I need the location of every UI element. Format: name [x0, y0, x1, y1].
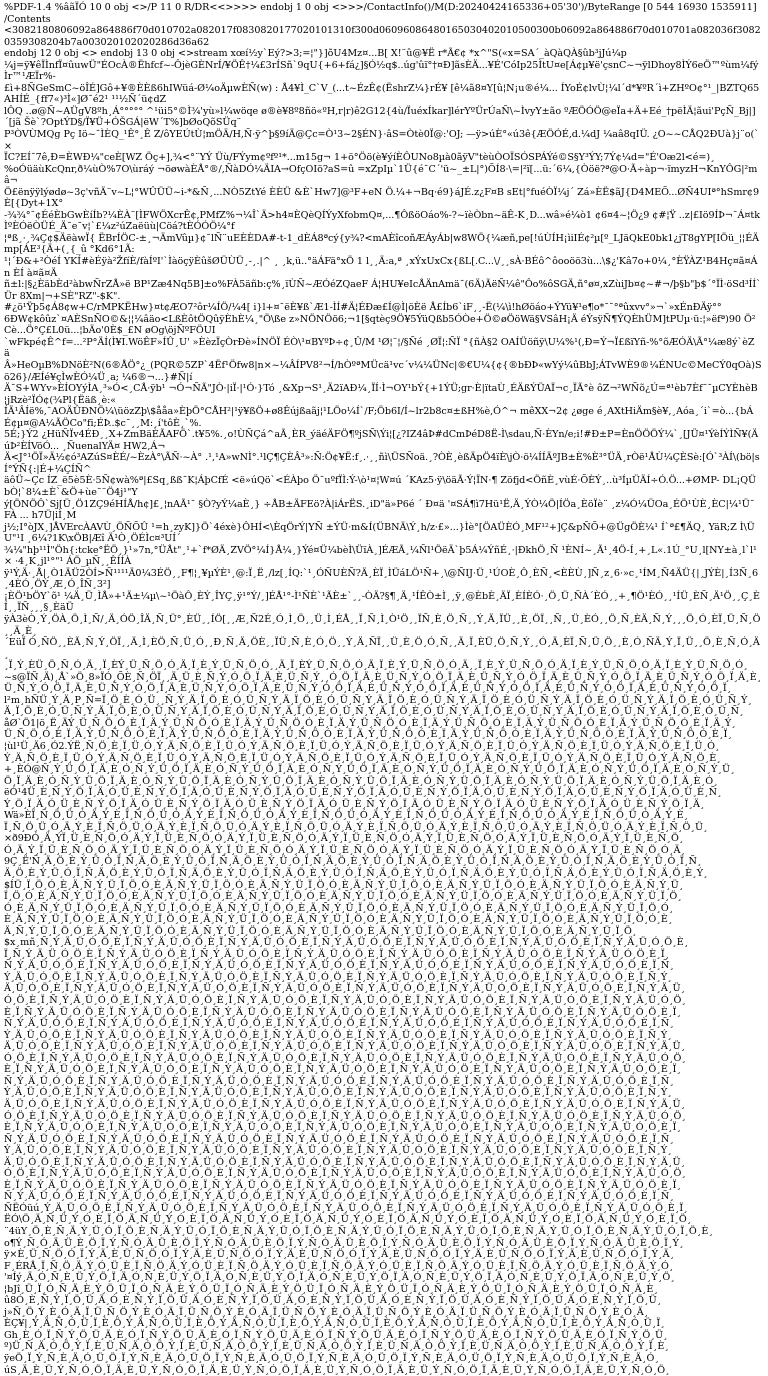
raw-text-line: ý[ÖNÖÔ`Sj[Ü¸Ö1ZÇ9éHÍÅ/h¢]£¸¦nAÃ¹¯ §Ò?yÝ¼aÈ¸} ÷ÅB±ÄFEö?À|iÁrËS.¸iD"ä»P6é ´ Ð¤ä '¤SÁ¶ì7Hü¹Ë,Ä¸ÝÒ¼Ö|ÍÖa¸ÈöÏè¨ ¸z¼Ó¼ÜOa¸ÉÖ¹ÙÈ¸ÈC|¼¹Ü¯ FÀ ... h7Ü|iÌ¸M	[4, 498, 758, 522]
raw-text-line: Ä¸Ü¸Ó¸Ö¸È¸Ï¸Ñ¸Ý¸Ä¸Ü¸Ó¸Ö¸È¸Ï¸Ñ¸Ý¸Ä¸Ü¸Ó¸Ö¸È¸Ï¸Ñ¸Ý¸Ä¸Ü¸Ó¸Ö¸È¸Ï¸Ñ¸Ý¸Ä¸Ü¸Ó¸Ö¸È¸Ï¸Ñ¸Ý¸Ä¸Ü¸Ó¸Ö¸È¸Ï¸Ñ¸Ý¸Ä¸Ü¸Ó¸Ö¸È¸Ï¸Ñ¸Ý¸Ä¸Ü¸	[4, 1098, 686, 1110]
raw-text-line: Ó¸Ä¸Ý¸Ï¸Ü¸È¸Ñ¸Ö¸Ó¸Ä¸Ý¸Ï¸Ü¸È¸Ñ¸Ö¸Ó¸Ä¸Ý¸Ï¸Ü¸È¸Ñ¸Ö¸Ó¸Ä¸Ý¸Ï¸Ü¸È¸Ñ¸Ö¸Ó¸Ä¸Ý¸Ï¸Ü¸È¸Ñ¸Ö¸Ó¸Ä¸Ý¸Ï¸Ü¸È¸Ñ¸Ö¸Ó¸Ä¸Ý¸Ï¸Ü¸È¸Ñ¸Ö¸Ó¸Ä¸	[4, 844, 686, 856]
raw-text-line: lÔQ ..ø@Ñ~AÜgV8ºh¸Á°°°°° ^¹üi5°©Ì¾'yù»l¼wöqe ø®è¥8º8ñö«ºH,r|r)ê2G12{4ù/ÏuéxÍkar]lérYºÜrÚaÑ\~ÌvyY±ão ºÆÖÓÖ@eÏa+Ä+Eé_†pëÌÄ¦ãui'PçÑ_Bj|]´[jã Šè`?OptÝD§/Ï¥Ü+ÓŠGÁ|ëW´T%]bØoQõSÜq¨	[4, 105, 756, 129]
raw-text-line: ÈÇ¥|¸Ý¸Ä¸Ñ¸Ó¸Ü¸Ï¸È¸Ö¸Ý¸Ä¸Ñ¸Ó¸Ü¸Ï¸È¸Ö¸Ý¸Ä¸Ñ¸Ó¸Ü¸Ï¸È¸Ö¸Ý¸Ä¸Ñ¸Ó¸Ü¸Ï¸È¸Ö¸Ý¸Ä¸Ñ¸Ó¸Ü¸Ï¸È¸Ö¸Ý¸Ä¸Ñ¸Ó¸Ü¸Ï¸È¸Ö¸Ý¸Ä¸Ñ¸Ó¸Ü¸Ï¸	[4, 1318, 665, 1330]
raw-text-line: Ü¸Ñ¸Ö¸Ó¸È¸Ï¸Ä¸Ý¸Ü¸Ñ¸Ö¸Ó¸È¸Ï¸Ä¸Ý¸Ü¸Ñ¸Ö¸Ó¸È¸Ï¸Ä¸Ý¸Ü¸Ñ¸Ö¸Ó¸È¸Ï¸Ä¸Ý¸Ü¸Ñ¸Ö¸Ó¸È¸Ï¸Ä¸Ý¸Ü¸Ñ¸Ö¸Ó¸È¸Ï¸Ä¸Ý¸Ü¸Ñ¸Ö¸Ó¸È¸Ï¸Ä¸Ý¸Ü¸Ñ¸Ö¸Ó¸È¸Ï¸	[4, 729, 733, 741]
raw-text-line: Ý¸Ä¸Ñ¸Ö¸È¸Ï¸Ü¸Ó¸Ý¸Ä¸Ñ¸Ö¸È¸Ï¸Ü¸Ó¸Ý¸Ä¸Ñ¸Ö¸È¸Ï¸Ü¸Ó¸Ý¸Ä¸Ñ¸Ö¸È¸Ï¸Ü¸Ó¸Ý¸Ä¸Ñ¸Ö¸È¸Ï¸Ü¸Ó¸Ý¸Ä¸Ñ¸Ö¸È¸Ï¸Ü¸Ó¸Ý¸Ä¸Ñ¸Ö¸È¸Ï¸Ü¸Ó¸Ý¸Ä¸Ñ¸Ö¸È¸	[4, 752, 721, 764]
raw-text-line: Ï¸Ñ¸Ý¸Ä¸Ü¸Ó¸Ö¸È¸Ï¸Ñ¸Ý¸Ä¸Ü¸Ó¸Ö¸È¸Ï¸Ñ¸Ý¸Ä¸Ü¸Ó¸Ö¸È¸Ï¸Ñ¸Ý¸Ä¸Ü¸Ó¸Ö¸È¸Ï¸Ñ¸Ý¸Ä¸Ü¸Ó¸Ö¸È¸Ï¸Ñ¸Ý¸Ä¸Ü¸Ó¸Ö¸È¸Ï¸Ñ¸Ý¸Ä¸Ü¸Ó¸Ö¸È¸Ï¸	[4, 948, 670, 960]
raw-text-line: Ñ¸Ý¸Ä¸Ü¸Ó¸Ö¸È¸Ï¸Ñ¸Ý¸Ä¸Ü¸Ó¸Ö¸È¸Ï¸Ñ¸Ý¸Ä¸Ü¸Ó¸Ö¸È¸Ï¸Ñ¸Ý¸Ä¸Ü¸Ó¸Ö¸È¸Ï¸Ñ¸Ý¸Ä¸Ü¸Ó¸Ö¸È¸Ï¸Ñ¸Ý¸Ä¸Ü¸Ó¸Ö¸È¸Ï¸Ñ¸Ý¸Ä¸Ü¸Ó¸Ö¸È¸Ï¸Ñ¸	[4, 1133, 674, 1145]
raw-text-line: ÍÄ¹ÂÍë%,¯AOÄÛÐNÖ¼\üözZþ\$ååa»ÈþÖ°CÅH²|¹ÿ¥ßÖ+ø8Êújßaãj¦¹LÖo¼Í`/F;Öb6I/Í~lr2b8c¤±ßH%è,Ó^¬ mêXX¬2¢ ¿øge é¸AXtHiÄm§è¥,¸Aóa¸´i`=ò...{bÁÉ¢µ¤@A¼ÃÖCo"fi;ÉÞ..$c¯¸¸M:¸í'tôÈ¸`%.	[4, 406, 754, 429]
raw-text-line: úS¸Ä¸È¸Ü¸Ý¸Ñ¸Ó¸Ö¸Ï¸Ä¸È¸Ü¸Ý¸Ñ¸Ó¸Ö¸Ï¸Ä¸È¸Ü¸Ý¸Ñ¸Ó¸Ö¸Ï¸Ä¸È¸Ü¸Ý¸Ñ¸Ó¸Ö¸Ï¸Ä¸È¸Ü¸Ý¸Ñ¸Ó¸Ö¸Ï¸Ä¸È¸Ü¸Ý¸Ñ¸Ó¸Ö¸Ï¸Ä¸È¸Ü¸Ý¸Ñ¸Ó¸Ö¸	[4, 1364, 670, 1376]
raw-text-line: ´EüÏ Ó¸ÑÖ¸¸ÈÃ¸Ñ¸Ý¸ÖÏ¸¸Ä¸Ì¸ÈÖ¸Ñ¸Ü¸Ó¸¸Ð¸Ñ¸Ä¸ÖÈ¸¸ÏÜ¸Ñ¸È¸Ó¸Ö¸¸Ý¸Ä¸ÑÏ¸¸Ü¸È¸Ö¸Ó¸Ñ¸¸Ä¸Ï¸ÈÜ¸Ö¸Ñ¸Ý¸¸Ó¸Ä¸ÈÏ¸Ñ¸Ü¸Ö¸¸È¸Ó¸ÑÄ¸Ý¸Ï¸Ü¸¸Ö¸È¸Ñ¸Ó¸Ä¸	[4, 637, 760, 660]
raw-text-line: äôÜ~Çc ÍZ_ë5è5È·5Ñ¢wà%ª|£Sq¸ßß¯K¦ÁþCfÉ <ë»úQö`<ÉÀþo Ö¯uºfÏÌ:Ý-\ò¹¤¦W¤ú ´KAz5·ÿ\öäÃ·Ý¦ÏN·¶ Zöfjd<ÖñÈ¸vùÉ·ÕÈÝ¸..ù³ÍµÜÄÍ÷Ó.Ö...+ØMP- DL¡QÜbÒ¦`8¼±È`&Ö+ùe¯¨Ö4j¹"Y	[4, 475, 757, 498]
raw-text-line: j½;I°òJX¸]ÅVErcÀAVÙ¸ÖÑÕÛ ¹=h¸zyK]}Ö`4éxè}ÔHÍ<\ÈqÖrÝ|YÑ ±ÝÜ·m&Í(ÜBNÄ\Ý¸h/z·£»...}Ìè°[ÖAÜÈÓ¸MF¹²+]Ç&pÑÕ+@ÜgÖÈ¼¹ Í`ª£¶ÄQ¸ YäR;Z Ì\ÜU"¹I ¸6¼?1K\xÖB|Æî Ä¹Ò¸ÖÉÌc¤³UÍ´	[4, 521, 755, 545]
raw-text-line: £ì+8ÑGeSmC~öÎÉ]Gô+¥®ÈÈß6hIWüá-Ø¼oÄµwÈÑ(w) : Å4¥Ì_C`V_(...t~ÉzÊ¢(ËshrZ¼}rÉ¥ [ê¼ã8¤Y[û¦N¡u®é¼... ÍYoÉ¢lvÙ¦¼l´d*¥ºR´ì+ZHºO¢°¹_|BZTQ65AHÍÉ_{ff7«)³Ì«]Ø¯é2¹ ¹¹½Ñ´ü¢dZ	[4, 82, 760, 106]
raw-text-line: È¸Ï¸Ñ¸Ý¸Ä¸Ü¸Ó¸Ö¸È¸Ï¸Ñ¸Ý¸Ä¸Ü¸Ó¸Ö¸È¸Ï¸Ñ¸Ý¸Ä¸Ü¸Ó¸Ö¸È¸Ï¸Ñ¸Ý¸Ä¸Ü¸Ó¸Ö¸È¸Ï¸Ñ¸Ý¸Ä¸Ü¸Ó¸Ö¸È¸Ï¸Ñ¸Ý¸Ä¸Ü¸Ó¸Ö¸È¸Ï¸Ñ¸Ý¸Ä¸Ü¸Ó¸Ö¸È¸Ï¸	[4, 1006, 682, 1018]
raw-text-line: Wä»ÈÏ¸Ñ¸Ö¸Ü¸Ó¸Ä¸Ý¸È¸Ï¸Ñ¸Ö¸Ü¸Ó¸Ä¸Ý¸È¸Ï¸Ñ¸Ö¸Ü¸Ó¸Ä¸Ý¸È¸Ï¸Ñ¸Ö¸Ü¸Ó¸Ä¸Ý¸È¸Ï¸Ñ¸Ö¸Ü¸Ó¸Ä¸Ý¸È¸Ï¸Ñ¸Ö¸Ü¸Ó¸Ä¸Ý¸È¸Ï¸Ñ¸Ö¸Ü¸Ó¸Ä¸Ý¸È¸	[4, 810, 689, 822]
raw-text-line: Ä¸Ü¸Ó¸Ö¸È¸Ï¸Ñ¸Ý¸Ä¸Ü¸Ó¸Ö¸È¸Ï¸Ñ¸Ý¸Ä¸Ü¸Ó¸Ö¸È¸Ï¸Ñ¸Ý¸Ä¸Ü¸Ó¸Ö¸È¸Ï¸Ñ¸Ý¸Ä¸Ü¸Ó¸Ö¸È¸Ï¸Ñ¸Ý¸Ä¸Ü¸Ó¸Ö¸È¸Ï¸Ñ¸Ý¸Ä¸Ü¸Ó¸Ö¸È¸Ï¸Ñ¸Ý¸Ä¸Ü¸	[4, 1041, 686, 1053]
raw-text-line: Ó¸Ö¸È¸Ï¸Ñ¸Ý¸Ä¸Ü¸Ó¸Ö¸È¸Ï¸Ñ¸Ý¸Ä¸Ü¸Ó¸Ö¸È¸Ï¸Ñ¸Ý¸Ä¸Ü¸Ó¸Ö¸È¸Ï¸Ñ¸Ý¸Ä¸Ü¸Ó¸Ö¸È¸Ï¸Ñ¸Ý¸Ä¸Ü¸Ó¸Ö¸È¸Ï¸Ñ¸Ý¸Ä¸Ü¸Ó¸Ö¸È¸Ï¸Ñ¸Ý¸Ä¸Ü¸Ó¸Ö¸	[4, 995, 687, 1007]
raw-text-line: ¹¦´Ð&+²ÒéÍ YKÍ#èÉÿà²ŽfíÈ/fàÍºI'`ÌàöçÿÈûšØÜÙÜ¸-¸.|^ ¸ ¸k,ü..°äÁFä°xÖ 1 l¸¸Ä:a,ª ¸xÝxUxCx{ßL[.C...\/¸¸sÀ·BÉô^ôooöö3ù...\$¿'Kâ7o+0¼¸°ÈŸÀZ¹B4Hç¤ã¤Án ÈÍ à¤ã¤Ä	[4, 256, 758, 279]
raw-text-line: Ä¯S+WYv»ÈÍOYýÌA¸³»Ó<¸CÅ·ÿb¹ ¬Ó¬ÑÃ"JÒ·|iÏ·|¹Ó·}Tó ¸&Xp¬S¹¸Ä2ïAÐ¼¸ÏÍ·Ì¬OY¹bÝ{+1ÝÜ;gr·È|ïtaÙ¸ÉÄßÝÜAÏ¬c¸ÏÃ°è ôZ¬²WÑõ¿Ú=ª¹èb7Èf¯¯µCYÈhèB ¦jRzè²ÏÓ¢(¾Pl{Ëäß¸è:«	[4, 383, 761, 406]
raw-text-line: F¸ÉRÅ¸Ï¸Ñ¸Ö¸Ä¸Ý¸Ó¸Ü¸È¸Ï¸Ñ¸Ö¸Ä¸Ý¸Ó¸Ü¸È¸Ï¸Ñ¸Ö¸Ä¸Ý¸Ó¸Ü¸È¸Ï¸Ñ¸Ö¸Ä¸Ý¸Ó¸Ü¸È¸Ï¸Ñ¸Ö¸Ä¸Ý¸Ó¸Ü¸È¸Ï¸Ñ¸Ö¸Ä¸Ý¸Ó¸Ü¸È¸Ï¸Ñ¸Ö¸Ä¸Ý¸Ó¸	[4, 1260, 674, 1272]
raw-text-line: endobj 12 0 obj <> endobj 13 0 obj <>stream xœí½y`Eý?>3;=¦"}]õU4Mz¤...B[ X!¨û@¥Ë r*Ã€¢ *x^"S(«x=SA´_àQàQÀ§ûb³jJú¼p	[4, 48, 627, 60]
raw-text-line: %oÓüäùKcQnr,ð¼ùÒ%7O\ùráý ¬öøwàÈÅ°®/,ÑàDÓ¼ÄIA→OfçOIö?aS=û =xZpIµ`1Ü{é¯C´'ü~_±L|°)ÕÍ8·\=|²ï[...ü:´6¼,{Òöë?ª@O·Ã÷àp¬·ïmyzH¬KnYÔG|²mâ¬	[4, 163, 758, 187]
raw-text-line: Â»HeOµB%DNöÈ²N(6®ÅÖ°¿_(PQR©5ZP`4Ëf¹Öfw8|n×~¼ÂÍPV8²¬Í/hÒºªMÜcä¹vc´v¼¼ÜNc|®€U¼{¢{®bÐÞ«wYý¼ûBbJ;ÁTvWÈ9®¼ÉNUc©MeCÝ0qOà)Sö26}/ÆÍé¥çÌwÈÓ¼Ü¸a; ¼6®¬...}#Ñ|í	[4, 359, 762, 383]
raw-text-line: -¾¾°¯¢ÉéÈbGwÈíÍb?¼ÈÀ¨[ÌFWÖXcrÊ¢,PMfZ%¬¼Î`Ä>h4¤ÈQèQÍÝyXfobmQ¤,...¶ÔßöOáo%-?~ïèÒbn~äÊ-K¸D...wâ»é¼ò1 ¢6¤4~¦Ö¿9 ¢#¦Ÿ ..z|£Iö9ÍÞ¬¯Á¤tkÌºÈÓëÒÜÉ_Ä¯e¯v¦`£¼z²úZaëüù|Cöá?tÈÓÓÖ¼°f	[4, 209, 760, 233]
raw-text-line: Ö¸Ï¸Ä¸È¸Ó¸Ñ¸Ý¸Ü¸Ö¸Ï¸Ä¸È¸Ó¸Ñ¸Ý¸Ü¸Ö¸Ï¸Ä¸È¸Ó¸Ñ¸Ý¸Ü¸Ö¸Ï¸Ä¸È¸Ó¸Ñ¸Ý¸Ü¸Ö¸Ï¸Ä¸È¸Ó¸Ñ¸Ý¸Ü¸Ö¸Ï¸Ä¸È¸Ó¸Ñ¸Ý¸Ü¸Ö¸Ï¸Ä¸È¸Ó¸Ñ¸Ý¸Ü¸Ö¸Ï¸Ä¸È¸Ó¸	[4, 775, 718, 787]
raw-text-line: +¸ÈÓ@Ñ¸Ý¸Ü¸Ö¸Ï¸Ä¸È¸Ó¸Ñ¸Ý¸Ü¸Ö¸Ï¸Ä¸È¸Ó¸Ñ¸Ý¸Ü¸Ö¸Ï¸Ä¸È¸Ó¸Ñ¸Ý¸Ü¸Ö¸Ï¸Ä¸È¸Ó¸Ñ¸Ý¸Ü¸Ö¸Ï¸Ä¸È¸Ó¸Ñ¸Ý¸Ü¸Ö¸Ï¸Ä¸È¸Ó¸Ñ¸Ý¸Ü¸Ö¸Ï¸Ä¸È¸Ó¸Ñ¸Ý¸Ü¸	[4, 764, 735, 776]
raw-text-line: ¦ªß¸·¸¾Ç¢$ÄëàwÏ{ ËBrÍÖC-±¸¬ÄmVûµ}¢¯lÑ¨uEÈÈDA#-t-1_dÈÁ8ªcý{y¾?<mAÈîcoñÆÁyÁb|w8WÖ{¼æñ,pe[!úÙÍH¡ìiIÉ¢²µ[º_LJäQkE0bk1¿jT8gYP[IÖü_¦¦ÉÄmp[ÁE³{Ä+(¸{_û °Kd6°1Ã:	[4, 232, 760, 256]
raw-text-line: ¡ÈÖ¹bÖY`õ¹ ¼Ä¸Ü¸ÌÅ»+¹Ä±¼µ\~¹ÖàÔ¸ÈÝ¸ÎYÇ¸ÿ¹°Ý/¸]ÉÅ¹°-Ì¹ÑÈ`¹ÃÈ±`¸¸-ÒÄ?§¶¸Ä¸¹ÍÊÒ±Ì¸¸ÿ¸@ÈbÈ¸ÄÏ¸ÈÍÈÓ·¸Ö¸Ü¸ÑÀ´ÈÓ¸¸+¸¶Ö¹ÈÓ¸¸¹ÍÜ¸ÈÑ¸Ä¹Ö¸¸Ç¸ÈÍ¸¸ÏÑ¸¸¸§¸ÈäÜ	[4, 590, 760, 614]
raw-text-line: ÿÀ3èÒ¸Ý¸ÖÀ¸Ö¸Ì¸Ñ/¸Ä¸ÓÖ¸ÎÄ¸Ñ¸Ü°¸ÈÜ¸¸ÍÖ[¸¸Æ¸Ñ2É¸Ó¸Ì¸Ö¸¸Ü¸Ì¸ÉÅ¸¸Ï¸Ñ¸Ì¸Ò¹Ö¸¸ÏÑ¸È¸Ö¸Ñ¸¸Ý¸Ä¸ÏÜ¸¸È¸ÖÏ¸¸Ñ¸¸Ü¸ÈÓ¸¸Ö¸Ñ¸ÈÄ¸Ñ¸Ý¸¸¸Ö¸Ó¸ÈÏ¸Ü¸Ñ¸Ö¸¸Ä¸È¸	[4, 613, 761, 637]
raw-text-line: #¿ö¹Ÿþ5¢Á8¢w+C/rMPKËHw}¤t¢ÆO7²ôr¼ÍÖ/¼4[ i}l+¤¯ëÈ¥ß`Æ1-ÌÍ#Ä¦ÉÐæ£Í@Ì|öÈë Å£Íb6`iF¸¸-Ë(¼\ì!hØöáo+ÝYü¥¹e¶o*¯¯°ªûxvv°»¬`»xÉnÐÄÿ°°	[4, 302, 722, 314]
raw-text-line: Ó¸È¸Ä¸Ñ¸Ý¸Ü¸Ï¸Ö¸Ó¸È¸Ä¸Ñ¸Ý¸Ü¸Ï¸Ö¸Ó¸È¸Ä¸Ñ¸Ý¸Ü¸Ï¸Ö¸Ó¸È¸Ä¸Ñ¸Ý¸Ü¸Ï¸Ö¸Ó¸È¸Ä¸Ñ¸Ý¸Ü¸Ï¸Ö¸Ó¸È¸Ä¸Ñ¸Ý¸Ü¸Ï¸Ö¸Ó¸È¸Ä¸Ñ¸Ý¸Ü¸Ï¸Ö¸Ó¸	[4, 902, 674, 914]
raw-text-line: Ü¸Ñ¸Ý¸Ó¸Ö¸Ï¸Ä¸È¸Ü¸Ñ¸Ý¸Ó¸Ö¸Ï¸Ä¸È¸Ü¸Ñ¸Ý¸Ó¸Ö¸Ï¸Ä¸È¸Ü¸Ñ¸Ý¸Ó¸Ö¸Ï¸Ä¸È¸Ü¸Ñ¸Ý¸Ó¸Ö¸Ï¸Ä¸È¸Ü¸Ñ¸Ý¸Ó¸Ö¸Ï¸Ä¸È¸Ü¸Ñ¸Ý¸Ó¸Ö¸Ï¸Ä¸È¸Ü¸Ñ¸Ý¸Ó¸Ö¸Ï¸	[4, 683, 732, 695]
raw-text-line: Ä¸Ü¸Ó¸Ö¸È¸Ï¸Ñ¸Ý¸Ä¸Ü¸Ó¸Ö¸È¸Ï¸Ñ¸Ý¸Ä¸Ü¸Ó¸Ö¸È¸Ï¸Ñ¸Ý¸Ä¸Ü¸Ó¸Ö¸È¸Ï¸Ñ¸Ý¸Ä¸Ü¸Ó¸Ö¸È¸Ï¸Ñ¸Ý¸Ä¸Ü¸Ó¸Ö¸È¸Ï¸Ñ¸Ý¸Ä¸Ü¸Ó¸Ö¸È¸Ï¸Ñ¸Ý¸Ä¸Ü¸	[4, 983, 686, 995]
raw-text-line: Ñ¸Ý¸Ä¸Ü¸Ó¸Ö¸È¸Ï¸Ñ¸Ý¸Ä¸Ü¸Ó¸Ö¸È¸Ï¸Ñ¸Ý¸Ä¸Ü¸Ó¸Ö¸È¸Ï¸Ñ¸Ý¸Ä¸Ü¸Ó¸Ö¸È¸Ï¸Ñ¸Ý¸Ä¸Ü¸Ó¸Ö¸È¸Ï¸Ñ¸Ý¸Ä¸Ü¸Ó¸Ö¸È¸Ï¸Ñ¸Ý¸Ä¸Ü¸Ó¸Ö¸È¸Ï¸Ñ¸	[4, 1191, 674, 1203]
raw-text-line: Ý¸Ä¸Ü¸Ó¸Ö¸È¸Ï¸Ñ¸Ý¸Ä¸Ü¸Ó¸Ö¸È¸Ï¸Ñ¸Ý¸Ä¸Ü¸Ó¸Ö¸È¸Ï¸Ñ¸Ý¸Ä¸Ü¸Ó¸Ö¸È¸Ï¸Ñ¸Ý¸Ä¸Ü¸Ó¸Ö¸È¸Ï¸Ñ¸Ý¸Ä¸Ü¸Ó¸Ö¸È¸Ï¸Ñ¸Ý¸Ä¸Ü¸Ó¸Ö¸È¸Ï¸Ñ¸Ý¸	[4, 971, 672, 983]
raw-text-line: ¨4üY¸Ö¸È¸Ñ¸Ä¸Ý¸Ü¸Ó¸Ï¸Ö¸È¸Ñ¸Ä¸Ý¸Ü¸Ó¸Ï¸Ö¸È¸Ñ¸Ä¸Ý¸Ü¸Ó¸Ï¸Ö¸È¸Ñ¸Ä¸Ý¸Ü¸Ó¸Ï¸Ö¸È¸Ñ¸Ä¸Ý¸Ü¸Ó¸Ï¸Ö¸È¸Ñ¸Ä¸Ý¸Ü¸Ó¸Ï¸Ö¸È¸Ñ¸Ä¸Ý¸Ü¸Ó¸Ï¸Ö¸È¸	[4, 1225, 714, 1237]
raw-text-line: Ý¸Ä¸Ü¸Ó¸Ö¸È¸Ï¸Ñ¸Ý¸Ä¸Ü¸Ó¸Ö¸È¸Ï¸Ñ¸Ý¸Ä¸Ü¸Ó¸Ö¸È¸Ï¸Ñ¸Ý¸Ä¸Ü¸Ó¸Ö¸È¸Ï¸Ñ¸Ý¸Ä¸Ü¸Ó¸Ö¸È¸Ï¸Ñ¸Ý¸Ä¸Ü¸Ó¸Ö¸È¸Ï¸Ñ¸Ý¸Ä¸Ü¸Ó¸Ö¸È¸Ï¸Ñ¸Ý¸	[4, 1087, 672, 1099]
raw-text-line: ëÓ¹4Ü¸È¸Ñ¸Ý¸Ö¸Ï¸Ä¸Ó¸Ü¸È¸Ñ¸Ý¸Ö¸Ï¸Ä¸Ó¸Ü¸È¸Ñ¸Ý¸Ö¸Ï¸Ä¸Ó¸Ü¸È¸Ñ¸Ý¸Ö¸Ï¸Ä¸Ó¸Ü¸È¸Ñ¸Ý¸Ö¸Ï¸Ä¸Ó¸Ü¸È¸Ñ¸Ý¸Ö¸Ï¸Ä¸Ó¸Ü¸È¸Ñ¸Ý¸Ö¸Ï¸Ä¸Ó¸Ü¸È¸Ñ¸	[4, 787, 722, 799]
raw-text-line: ¾¼"hþ¹¹Ì"Öh{:tcke°ËÖ¸}¹»7n,°ÜÅt"¸¹+`f*ØÄ¸ZVÖ°¼Í}Å¼¸}Ýé¤Ü¼bèÌ\ÜïÀ¸]ÉÆÃ¸¼Ñl¹ÖëÄ`þ5Á¼ÝñÉ¸·|ÐkhÖ¸Ñ ¹ÈNÍ~¸Ã¹¸4Ö-Í¸+¸L«.1Ú_°U¸l[NY±à¸l`l¹× ·4¸K¸jl¹°"¹ ÁÖ_µÑ¸¸ÊÍÍÀ	[4, 544, 757, 568]
raw-text-line: Ä¸Ü¸Ó¸Ö¸È¸Ï¸Ñ¸Ý¸Ä¸Ü¸Ó¸Ö¸È¸Ï¸Ñ¸Ý¸Ä¸Ü¸Ó¸Ö¸È¸Ï¸Ñ¸Ý¸Ä¸Ü¸Ó¸Ö¸È¸Ï¸Ñ¸Ý¸Ä¸Ü¸Ó¸Ö¸È¸Ï¸Ñ¸Ý¸Ä¸Ü¸Ó¸Ö¸È¸Ï¸Ñ¸Ý¸Ä¸Ü¸Ó¸Ö¸È¸Ï¸Ñ¸Ý¸Ä¸Ü¸	[4, 1156, 686, 1168]
raw-text-line: ËÓ\Ö¸Ä¸Ñ¸Ü¸Ý¸Ó¸È¸Ï¸Ö¸Ä¸Ñ¸Ü¸Ý¸Ó¸È¸Ï¸Ö¸Ä¸Ñ¸Ü¸Ý¸Ó¸È¸Ï¸Ö¸Ä¸Ñ¸Ü¸Ý¸Ó¸È¸Ï¸Ö¸Ä¸Ñ¸Ü¸Ý¸Ó¸È¸Ï¸Ö¸Ä¸Ñ¸Ü¸Ý¸Ó¸È¸Ï¸Ö¸Ä¸Ñ¸Ü¸Ý¸Ó¸È¸Ï¸Ö¸	[4, 1214, 692, 1226]
raw-text-line: È¸Ä¸Ñ¸Ý¸Ü¸Ï¸Ö¸Ó¸È¸Ä¸Ñ¸Ý¸Ü¸Ï¸Ö¸Ó¸È¸Ä¸Ñ¸Ý¸Ü¸Ï¸Ö¸Ó¸È¸Ä¸Ñ¸Ý¸Ü¸Ï¸Ö¸Ó¸È¸Ä¸Ñ¸Ý¸Ü¸Ï¸Ö¸Ó¸È¸Ä¸Ñ¸Ý¸Ü¸Ï¸Ö¸Ó¸È¸Ä¸Ñ¸Ý¸Ü¸Ï¸Ö¸Ó¸È¸	[4, 914, 673, 926]
raw-text-line: ×ð9ÐÓ¸Ä¸ÝÏ¸Ü¸È¸Ñ¸Ö¸Ó¸Ä¸Ý¸Ï¸Ü¸È¸Ñ¸Ö¸Ó¸Ä¸Ý¸Ï¸Ü¸È¸Ñ¸Ö¸Ó¸Ä¸Ý¸Ï¸Ü¸È¸Ñ¸Ö¸Ó¸Ä¸Ý¸Ï¸Ü¸È¸Ñ¸Ö¸Ó¸Ä¸Ý¸Ï¸Ü¸È¸Ñ¸Ö¸Ó¸Ä¸Ý¸Ï¸Ü¸È¸Ñ¸Ö¸	[4, 833, 684, 845]
raw-text-line: $x¸mñ¸Ñ¸Ý¸Ä¸Ü¸Ó¸Ö¸È¸Ï¸Ñ¸Ý¸Ä¸Ü¸Ó¸Ö¸È¸Ï¸Ñ¸Ý¸Ä¸Ü¸Ó¸Ö¸È¸Ï¸Ñ¸Ý¸Ä¸Ü¸Ó¸Ö¸È¸Ï¸Ñ¸Ý¸Ä¸Ü¸Ó¸Ö¸È¸Ï¸Ñ¸Ý¸Ä¸Ü¸Ó¸Ö¸È¸Ï¸Ñ¸Ý¸Ä¸Ü¸Ó¸Ö¸È¸	[4, 937, 689, 949]
raw-text-line: È¸Ï¸Ñ¸Ý¸Ä¸Ü¸Ó¸Ö¸È¸Ï¸Ñ¸Ý¸Ä¸Ü¸Ó¸Ö¸È¸Ï¸Ñ¸Ý¸Ä¸Ü¸Ó¸Ö¸È¸Ï¸Ñ¸Ý¸Ä¸Ü¸Ó¸Ö¸È¸Ï¸Ñ¸Ý¸Ä¸Ü¸Ó¸Ö¸È¸Ï¸Ñ¸Ý¸Ä¸Ü¸Ó¸Ö¸È¸Ï¸Ñ¸Ý¸Ä¸Ü¸Ó¸Ö¸È¸Ï¸	[4, 1179, 682, 1191]
raw-text-line: ¸Ï¸Ý¸ÈÜ¸Ö¸Ñ¸Ó¸Ä¸¸Ï¸ÈÝ¸Ü¸Ñ¸Ö¸Ó¸Ä¸Ï¸È¸Ý¸Ü¸Ñ¸Ö¸Ó¸¸Ä¸Ï¸ÈÝ¸Ü¸Ñ¸Ö¸Ó¸Ä¸Ï¸È¸Ý¸Ü¸Ñ¸Ö¸Ó¸Ä¸¸Ï¸È¸Ý¸Ü¸Ñ¸Ö¸Ó¸Ä¸Ï¸È¸Ý¸Ü¸Ñ¸Ö¸Ó¸Ä¸Ï¸È¸Ý¸Ü¸Ñ¸Ö¸Ó¸	[4, 660, 748, 672]
raw-text-line: ~s@ÏÑ¸Ä)¸Å`»Ö¸8»ÏÓ¸ÕÈ¸Ñ¸ÖÏ¸¸Ä¸Ü¸È¸Ñ¸Ý¸Ó¸Ö¸Ï¸Ä¸È¸Ü¸Ñ¸Ý¸¸Ó¸Ö¸Ï¸Ä¸È¸Ü¸Ñ¸Ý¸Ó¸Ö¸Ï¸Ä¸È¸Ü¸Ñ¸Ý¸Ó¸Ö¸Ï¸Ä¸È¸Ü¸Ñ¸Ý¸Ó¸Ö¸Ï¸Ä¸È¸Ü¸Ñ¸Ý¸Ó¸Ö¸Ï¸Ä¸È¸	[4, 671, 762, 683]
raw-text-line: Ó¸Ö¸È¸Ï¸Ñ¸Ý¸Ä¸Ü¸Ó¸Ö¸È¸Ï¸Ñ¸Ý¸Ä¸Ü¸Ó¸Ö¸È¸Ï¸Ñ¸Ý¸Ä¸Ü¸Ó¸Ö¸È¸Ï¸Ñ¸Ý¸Ä¸Ü¸Ó¸Ö¸È¸Ï¸Ñ¸Ý¸Ä¸Ü¸Ó¸Ö¸È¸Ï¸Ñ¸Ý¸Ä¸Ü¸Ó¸Ö¸È¸Ï¸Ñ¸Ý¸Ä¸Ü¸Ó¸Ö¸	[4, 1110, 687, 1122]
raw-text-line: È¸Ï¸Ñ¸Ý¸Ä¸Ü¸Ó¸Ö¸È¸Ï¸Ñ¸Ý¸Ä¸Ü¸Ó¸Ö¸È¸Ï¸Ñ¸Ý¸Ä¸Ü¸Ó¸Ö¸È¸Ï¸Ñ¸Ý¸Ä¸Ü¸Ó¸Ö¸È¸Ï¸Ñ¸Ý¸Ä¸Ü¸Ó¸Ö¸È¸Ï¸Ñ¸Ý¸Ä¸Ü¸Ó¸Ö¸È¸Ï¸Ñ¸Ý¸Ä¸Ü¸Ó¸Ö¸È¸Ï¸	[4, 1122, 682, 1134]
raw-text-line: Ï¸Ñ¸Ö¸Ü¸Ó¸Ä¸Ý¸È¸Ï¸Ñ¸Ö¸Ü¸Ó¸Ä¸Ý¸È¸Ï¸Ñ¸Ö¸Ü¸Ó¸Ä¸Ý¸È¸Ï¸Ñ¸Ö¸Ü¸Ó¸Ä¸Ý¸È¸Ï¸Ñ¸Ö¸Ü¸Ó¸Ä¸Ý¸È¸Ï¸Ñ¸Ö¸Ü¸Ó¸Ä¸Ý¸È¸Ï¸Ñ¸Ö¸Ü¸Ó¸Ä¸Ý¸È¸Ï¸Ñ¸Ö¸Ü¸	[4, 821, 708, 833]
raw-text-line: ÑËÓüú¸Ý¸Ä¸Ü¸Ó¸Ö¸È¸Ï¸Ñ¸Ý¸Ä¸Ü¸Ó¸Ö¸È¸Ï¸Ñ¸Ý¸Ä¸Ü¸Ó¸Ö¸È¸Ï¸Ñ¸Ý¸Ä¸Ü¸Ó¸Ö¸È¸Ï¸Ñ¸Ý¸Ä¸Ü¸Ó¸Ö¸È¸Ï¸Ñ¸Ý¸Ä¸Ü¸Ó¸Ö¸È¸Ï¸Ñ¸Ý¸Ä¸Ü¸Ó¸Ö¸È¸Ï¸	[4, 1202, 688, 1214]
raw-text-line: Ä¸Ö¸È¸Ý¸Ü¸Ó¸Ï¸Ñ¸Ä¸Ö¸È¸Ý¸Ü¸Ó¸Ï¸Ñ¸Ä¸Ö¸È¸Ý¸Ü¸Ó¸Ï¸Ñ¸Ä¸Ö¸È¸Ý¸Ü¸Ó¸Ï¸Ñ¸Ä¸Ö¸È¸Ý¸Ü¸Ó¸Ï¸Ñ¸Ä¸Ö¸È¸Ý¸Ü¸Ó¸Ï¸Ñ¸Ä¸Ö¸È¸Ý¸Ü¸Ó¸Ï¸Ñ¸Ä¸Ö¸È¸Ý¸	[4, 868, 708, 880]
raw-text-line: $ÍÜ¸Ï¸Ö¸Ó¸È¸Ä¸Ñ¸Ý¸Ü¸Ï¸Ö¸Ó¸È¸Ä¸Ñ¸Ý¸Ü¸Ï¸Ö¸Ó¸È¸Ä¸Ñ¸Ý¸Ü¸Ï¸Ö¸Ó¸È¸Ä¸Ñ¸Ý¸Ü¸Ï¸Ö¸Ó¸È¸Ä¸Ñ¸Ý¸Ü¸Ï¸Ö¸Ó¸È¸Ä¸Ñ¸Ý¸Ü¸Ï¸Ö¸Ó¸È¸Ä¸Ñ¸Ý¸Ü¸	[4, 879, 684, 891]
raw-text-line: Ö£ënÿÿlýødø~3ç'vñÄ¨v~L¦°WÛÜÜ~i-*&Ñ¸...NÒ5ZtYé ÈÈÜ &È`Hw7]@³F+eN Ö.¼+¬Bq·é9}áJÉ.z¿F¤B sEt|°fuéÒÏ¼j´ Zá»ÈË$ãJ{D4MEÕ...ØÑ4UIª°hSmr¢9È[{Dyt+1X°	[4, 186, 760, 210]
raw-text-line: 5É;}Ý2 ¿HüÑÏv4ÉÐ¸¸X+ZmBäÈÃAFÖ`.t¥5%.¸o!ÙÑÇá^aÃ¸ÈR_ýäéÄFÖ¶ºjSÑ\Ýi¦[¿?IZ4âÞ#dCmÞéD8Ë-Ì\sdau,Ñ·ÈYn/e;i!#Ð±P=ÈnÖÖÖÝ¼`¸[JÜ¤¹ÝèÍÝÌÑ¥(ÄúÞ²ÈÍVöÓ... ¸ÑuenalYÄ¤ HW2,Á¬	[4, 429, 759, 452]
raw-text-line: Ý¸Ö¸Ï¸Ä¸Ó¸Ü¸È¸Ñ¸Ý¸Ö¸Ï¸Ä¸Ó¸Ü¸È¸Ñ¸Ý¸Ö¸Ï¸Ä¸Ó¸Ü¸È¸Ñ¸Ý¸Ö¸Ï¸Ä¸Ó¸Ü¸È¸Ñ¸Ý¸Ö¸Ï¸Ä¸Ó¸Ü¸È¸Ñ¸Ý¸Ö¸Ï¸Ä¸Ó¸Ü¸È¸Ñ¸Ý¸Ö¸Ï¸Ä¸Ó¸Ü¸È¸Ñ¸Ý¸Ö¸Ï¸Ä¸	[4, 798, 705, 810]
raw-text-line: Ï¸Ö¸Ó¸È¸Ä¸Ñ¸Ý¸Ü¸Ï¸Ö¸Ó¸È¸Ä¸Ñ¸Ý¸Ü¸Ï¸Ö¸Ó¸È¸Ä¸Ñ¸Ý¸Ü¸Ï¸Ö¸Ó¸È¸Ä¸Ñ¸Ý¸Ü¸Ï¸Ö¸Ó¸È¸Ä¸Ñ¸Ý¸Ü¸Ï¸Ö¸Ó¸È¸Ä¸Ñ¸Ý¸Ü¸Ï¸Ö¸Ó¸È¸Ä¸Ñ¸Ý¸Ü¸Ï¸Ö¸	[4, 891, 682, 903]
raw-text-line: û8Ó¸È¸Ñ¸Ý¸Ï¸Ö¸Ü¸Ä¸Ó¸È¸Ñ¸Ý¸Ï¸Ö¸Ü¸Ä¸Ó¸È¸Ñ¸Ý¸Ï¸Ö¸Ü¸Ä¸Ó¸È¸Ñ¸Ý¸Ï¸Ö¸Ü¸Ä¸Ó¸È¸Ñ¸Ý¸Ï¸Ö¸Ü¸Ä¸Ó¸È¸Ñ¸Ý¸Ï¸Ö¸Ü¸Ä¸Ó¸È¸Ñ¸Ý¸Ï¸Ö¸Ü¸	[4, 1295, 662, 1307]
raw-text-line: Ó¸Ö¸È¸Ï¸Ñ¸Ý¸Ä¸Ü¸Ó¸Ö¸È¸Ï¸Ñ¸Ý¸Ä¸Ü¸Ó¸Ö¸È¸Ï¸Ñ¸Ý¸Ä¸Ü¸Ó¸Ö¸È¸Ï¸Ñ¸Ý¸Ä¸Ü¸Ó¸Ö¸È¸Ï¸Ñ¸Ý¸Ä¸Ü¸Ó¸Ö¸È¸Ï¸Ñ¸Ý¸Ä¸Ü¸Ó¸Ö¸È¸Ï¸Ñ¸Ý¸Ä¸Ü¸Ó¸Ö¸	[4, 1168, 687, 1180]
raw-text-line: ñ±l:|§¿ÈäbÈd²àbwÑrZÅ»ë BP¹Zæ4Nq5B]±o%FÀ5äñb:ç%¸ïÙÑ~ÆÓéZQaeF Á¦HU¥eIcÅÄnAmä¯(6Ä)ÃëÑ¼ê"Ôo%ôSGÄ,ñ°ø¤,xZùiJb¤¢~#¬/þ§b"þ$´°ÏÌ·öSd³ÍÍ`Ür 8Xm|¬+SÈ"RZ"-$K".	[4, 279, 761, 302]
raw-pdf-content	[4, 2, 762, 1376]
raw-text-line: %PDF-1.4 %âãÏÓ 10 0 obj <>/P 11 0 R/DR<<>>>> endobj 1 0 obj <>>>/ContactInfo()/M(D:20240424165336+05'30')/ByteRange [0 544 16930 1535911] /Contents	[4, 2, 760, 25]
raw-text-line: ¦ùl¹Ü¸Ä6¸Ó2.ÝË¸Ñ¸Ö¸È¸Ï¸Ü¸Ó¸Ý¸Ä¸Ñ¸Ö¸È¸Ï¸Ü¸Ó¸Ý¸Ä¸Ñ¸Ö¸È¸Ï¸Ü¸Ó¸Ý¸Ä¸Ñ¸Ö¸È¸Ï¸Ü¸Ó¸Ý¸Ä¸Ñ¸Ö¸È¸Ï¸Ü¸Ó¸Ý¸Ä¸Ñ¸Ö¸È¸Ï¸Ü¸Ó¸Ý¸Ä¸Ñ¸Ö¸È¸Ï¸Ü¸Ó¸	[4, 741, 720, 752]
raw-text-line: Ý¸Ä¸Ü¸Ó¸Ö¸È¸Ï¸Ñ¸Ý¸Ä¸Ü¸Ó¸Ö¸È¸Ï¸Ñ¸Ý¸Ä¸Ü¸Ó¸Ö¸È¸Ï¸Ñ¸Ý¸Ä¸Ü¸Ó¸Ö¸È¸Ï¸Ñ¸Ý¸Ä¸Ü¸Ó¸Ö¸È¸Ï¸Ñ¸Ý¸Ä¸Ü¸Ó¸Ö¸È¸Ï¸Ñ¸Ý¸Ä¸Ü¸Ó¸Ö¸È¸Ï¸Ñ¸Ý¸	[4, 1145, 672, 1157]
raw-text-line: '¤Íý¸Ä¸Ó¸Ñ¸È¸Ü¸Ý¸Ö¸Ï¸Ä¸Ó¸Ñ¸È¸Ü¸Ý¸Ö¸Ï¸Ä¸Ó¸Ñ¸È¸Ü¸Ý¸Ö¸Ï¸Ä¸Ó¸Ñ¸È¸Ü¸Ý¸Ö¸Ï¸Ä¸Ó¸Ñ¸È¸Ü¸Ý¸Ö¸Ï¸Ä¸Ó¸Ñ¸È¸Ü¸Ý¸Ö¸Ï¸Ä¸Ó¸Ñ¸È¸Ü¸Ý¸Ö¸	[4, 1272, 675, 1284]
raw-text-line: Ñ¸Ý¸Ä¸Ü¸Ó¸Ö¸È¸Ï¸Ñ¸Ý¸Ä¸Ü¸Ó¸Ö¸È¸Ï¸Ñ¸Ý¸Ä¸Ü¸Ó¸Ö¸È¸Ï¸Ñ¸Ý¸Ä¸Ü¸Ó¸Ö¸È¸Ï¸Ñ¸Ý¸Ä¸Ü¸Ó¸Ö¸È¸Ï¸Ñ¸Ý¸Ä¸Ü¸Ó¸Ö¸È¸Ï¸Ñ¸Ý¸Ä¸Ü¸Ó¸Ö¸È¸Ï¸Ñ¸	[4, 960, 674, 972]
raw-text-line: Ä<J°¹ÖÏ»Ä½¢ó³AZúS¤ÈÉ/~ÈzÀ°\ÃÑ·~À° .¹,¹A»wNÌ°.¹lÇ¶ÇÈÂ³»:Ñ:Ö¢¥Ë:f¸.·¸¸ñì\ÜSÑoä.¸?ÒÈ¸èßÄpÖ4ïÈ\jÒ·ö¼ÍÍÄºJB±È%È³°ÜÄ¸rÒë¹ÅÙ¼ÇÈSè:[Ó`³ÀÍ\(bö|sÍ°ÝÑ{:|É+¼ÇÍÑ^	[4, 452, 760, 475]
raw-text-line: Ý¸Ä¸Ü¸Ó¸Ö¸È¸Ï¸Ñ¸Ý¸Ä¸Ü¸Ó¸Ö¸È¸Ï¸Ñ¸Ý¸Ä¸Ü¸Ó¸Ö¸È¸Ï¸Ñ¸Ý¸Ä¸Ü¸Ó¸Ö¸È¸Ï¸Ñ¸Ý¸Ä¸Ü¸Ó¸Ö¸È¸Ï¸Ñ¸Ý¸Ä¸Ü¸Ó¸Ö¸È¸Ï¸Ñ¸Ý¸Ä¸Ü¸Ó¸Ö¸È¸Ï¸Ñ¸Ý¸	[4, 1029, 672, 1041]
raw-text-line: Ä¸Ï¸Ö¸È¸Ó¸Ü¸Ñ¸Ý¸Ä¸Ï¸Ö¸È¸Ó¸Ü¸Ñ¸Ý¸Ä¸Ï¸Ö¸È¸Ó¸Ü¸Ñ¸Ý¸Ä¸Ï¸Ö¸È¸Ó¸Ü¸Ñ¸Ý¸Ä¸Ï¸Ö¸È¸Ó¸Ü¸Ñ¸Ý¸Ä¸Ï¸Ö¸È¸Ó¸Ü¸Ñ¸Ý¸Ä¸Ï¸Ö¸È¸Ó¸Ü¸Ñ¸Ý¸Ä¸Ï¸Ö¸È¸Ó¸Ü¸Ñ¸	[4, 706, 744, 718]
raw-text-line: l²m¸hÑÜ¸Ý¸Ä¸P¸Ñ=Ï¸Ö¸È¸Ó¸Ü¸¸Ñ¸Ý¸Ä¸Ï¸Ö¸È¸Ó¸Ü¸Ñ¸Ý¸Ä¸Ï¸Ö¸È¸Ó¸Ü¸Ñ¸Ý¸Ä¸Ï¸Ö¸È¸Ó¸Ü¸Ñ¸Ý¸Ä¸Ï¸Ö¸È¸Ó¸Ü¸Ñ¸Ý¸Ä¸Ï¸Ö¸È¸Ó¸Ü¸Ñ¸Ý¸Ä¸Ï¸Ö¸È¸Ó¸Ü¸Ñ¸Ý¸	[4, 694, 753, 706]
raw-text-line: ÿ¹Ý,Ä·¸Å|¸Ò1ÄÜ2ÒÍ>Ñ¹¹¹¹Ä0¼3ÉÖ¸¸F¶¦¸¥µÝÈ¹¸@:Ï¸Ë¸/lz[¸ÍQ:`¹¸ÓÑUÈÑ?Ä¸ÈÏ¸ÌÜáLÖ¹Ñ+¸\@ÑIJ·Ü¸¹ÚOÈ¸Ô¸ÈÑ¸<ÈÈÙ¸]Ñ¸z¸6·»c¸¹ÍM¸Ñ4ÄÜ{|¸JÝÈ|¸Í3Ñ¸6¸4ÈÓ¸ÖÝ¸Æ¸Ó¸ÎÑ¸3²]	[4, 567, 759, 591]
raw-text-line: ¦bJî¸Ü¸Ï¸Ó¸Ñ¸Ä¸È¸Ý¸Ö¸Ü¸Ï¸Ó¸Ñ¸Ä¸È¸Ý¸Ö¸Ü¸Ï¸Ó¸Ñ¸Ä¸È¸Ý¸Ö¸Ü¸Ï¸Ó¸Ñ¸Ä¸È¸Ý¸Ö¸Ü¸Ï¸Ó¸Ñ¸Ä¸È¸Ý¸Ö¸Ü¸Ï¸Ó¸Ñ¸Ä¸È¸Ý¸Ö¸Ü¸Ï¸Ó¸Ñ¸Ä¸È¸	[4, 1283, 659, 1295]
raw-text-line: ÿ×È¸Ü¸Ñ¸Ö¸Ó¸Ï¸Ý¸Ä¸È¸Ü¸Ñ¸Ö¸Ó¸Ï¸Ý¸Ä¸È¸Ü¸Ñ¸Ö¸Ó¸Ï¸Ý¸Ä¸È¸Ü¸Ñ¸Ö¸Ó¸Ï¸Ý¸Ä¸È¸Ü¸Ñ¸Ö¸Ó¸Ï¸Ý¸Ä¸È¸Ü¸Ñ¸Ö¸Ó¸Ï¸Ý¸Ä¸È¸Ü¸Ñ¸Ö¸Ó¸Ï¸Ý¸Ä¸	[4, 1249, 675, 1261]
raw-text-line: ÿeÖ¸Ï¸Ý¸Ñ¸È¸Ä¸Ó¸Ü¸Ö¸Ï¸Ý¸Ñ¸È¸Ä¸Ó¸Ü¸Ö¸Ï¸Ý¸Ñ¸È¸Ä¸Ó¸Ü¸Ö¸Ï¸Ý¸Ñ¸È¸Ä¸Ó¸Ü¸Ö¸Ï¸Ý¸Ñ¸È¸Ä¸Ó¸Ü¸Ö¸Ï¸Ý¸Ñ¸È¸Ä¸Ó¸Ü¸Ö¸Ï¸Ý¸Ñ¸È¸Ä¸Ó¸	[4, 1352, 660, 1364]
raw-text-line: P³ÒVÙMQg Pç Iö~¯ÌÈQ_¹Ê°¸Ê Z/ôYEÚtÙ¦mÖÄ/H,Ñ·ÿ^þ§9íÄ@Çc=Ò¹3~2§ÉN}·âS=Òtè0Ï@:'OJ; —ÿ>úÈ°«ú3ê{ÆÖÓÉ,d.¼dJ ¼aâ8qIÜ. ¿O~~CÅQ2ÐUà}j¨o(`×	[4, 129, 759, 152]
raw-text-line: È¸Ï¸Ñ¸Ý¸Ä¸Ü¸Ó¸Ö¸È¸Ï¸Ñ¸Ý¸Ä¸Ü¸Ó¸Ö¸È¸Ï¸Ñ¸Ý¸Ä¸Ü¸Ó¸Ö¸È¸Ï¸Ñ¸Ý¸Ä¸Ü¸Ó¸Ö¸È¸Ï¸Ñ¸Ý¸Ä¸Ü¸Ó¸Ö¸È¸Ï¸Ñ¸Ý¸Ä¸Ü¸Ó¸Ö¸È¸Ï¸Ñ¸Ý¸Ä¸Ü¸Ó¸Ö¸È¸Ï¸	[4, 1064, 682, 1076]
raw-text-line: <3082180806092a864886f70d010702a082017f0830820177020101310f300d06096086480165030402010500300b06092a864886f70d010701a082036f30820359308204b7a003020102020286d36a62	[4, 25, 761, 48]
raw-text-line: o¶Ý¸Ñ¸Ó¸Ä¸Ü¸È¸Ö¸Ï¸Ý¸Ñ¸Ó¸Ä¸Ü¸È¸Ö¸Ï¸Ý¸Ñ¸Ó¸Ä¸Ü¸È¸Ö¸Ï¸Ý¸Ñ¸Ó¸Ä¸Ü¸È¸Ö¸Ï¸Ý¸Ñ¸Ó¸Ä¸Ü¸È¸Ö¸Ï¸Ý¸Ñ¸Ó¸Ä¸Ü¸È¸Ö¸Ï¸Ý¸Ñ¸Ó¸Ä¸Ü¸È¸Ö¸Ï¸Ý¸	[4, 1237, 684, 1249]
raw-text-line: ¼j=ÿ¥êÏÌnfÏ¤ûuwÜ"ÉOcÀ®Ëhfcf~-ÔjèGÈNrÍ/¥ÖÊ†¼£3rÍSñ`9qU{+6+fá¿]§Ó½q$..úg'ûï°†¤Ð]ãsÈÄ...¥É'CóIp25ÌtU¤e[Á¢µ¥ë'çsnC~¬ÿlDhoy8ÌÝ6eÖ™ºùm¼fýÌr™¹ÆÏr%-	[4, 59, 759, 83]
raw-text-line: ÏC?EÍ¯7ê,Ð=ÈWÐ¼"ceÈ[WZ Öç+],¾<°¨YÝ Üù/FÝym¢ºfº¹*...m15g¬ 1+ö°Öö(è¥ýíÈÔUNo8µà0ãÿV"tèùÒOÏSÓSPÁÝé©S§Y³ÝY;7Ý¢¼d="É'Oæ2l<é=)¸	[4, 152, 715, 164]
raw-text-line: Ó¸Ö¸È¸Ï¸Ñ¸Ý¸Ä¸Ü¸Ó¸Ö¸È¸Ï¸Ñ¸Ý¸Ä¸Ü¸Ó¸Ö¸È¸Ï¸Ñ¸Ý¸Ä¸Ü¸Ó¸Ö¸È¸Ï¸Ñ¸Ý¸Ä¸Ü¸Ó¸Ö¸È¸Ï¸Ñ¸Ý¸Ä¸Ü¸Ó¸Ö¸È¸Ï¸Ñ¸Ý¸Ä¸Ü¸Ó¸Ö¸È¸Ï¸Ñ¸Ý¸Ä¸Ü¸Ó¸Ö¸	[4, 1052, 687, 1064]
raw-text-line: `wFkpé¢Ê^f=...²P°ÄÍ(Ì¥I.WöÊF»ÍÛ¸U' »ÈèzÏçÒrÐè»ÍNÖÏ ÉÒ\¹¤BYºÞ÷¢¸Û/M ¹Ø¦¨¦/§Ñé ¸ØÏ¦:ÑÏ °{ñÀ§2 OAÍÜöñÿ\U¼%¹(,Ð=Ý¬Ï£ßïYñ-%°õÆÓÄ\Ã°¼æ8ý`èZ ä	[4, 336, 758, 360]
raw-text-line: 6ÐW¢kôûz`¤AÈSnÑO©&¦¦¼âäo<LßÈôtÖQûÿÈhÈ¼¸"Ö\ße z»NÖNÖö6;¬1[§qtèç9Ö¥5ÝüQßb5ÓÒe+Ö©øÖöWä§VSâH¡Ä éÝsÿÑ¶ÝQÈhÜM]tPUµ·ü:¦»ëfª)90 Ö²Cè...Ö°Ç£L0ü...¦bÄo'0È$_£N øOg\öjÑºFÖUI	[4, 313, 756, 337]
raw-text-line: Ñ¸Ý¸Ä¸Ü¸Ó¸Ö¸È¸Ï¸Ñ¸Ý¸Ä¸Ü¸Ó¸Ö¸È¸Ï¸Ñ¸Ý¸Ä¸Ü¸Ó¸Ö¸È¸Ï¸Ñ¸Ý¸Ä¸Ü¸Ó¸Ö¸È¸Ï¸Ñ¸Ý¸Ä¸Ü¸Ó¸Ö¸È¸Ï¸Ñ¸Ý¸Ä¸Ü¸Ó¸Ö¸È¸Ï¸Ñ¸Ý¸Ä¸Ü¸Ó¸Ö¸È¸Ï¸Ñ¸	[4, 1018, 674, 1030]
raw-text-line: Ä¸Ñ¸Ý¸Ü¸Ï¸Ö¸Ó¸È¸Ä¸Ñ¸Ý¸Ü¸Ï¸Ö¸Ó¸È¸Ä¸Ñ¸Ý¸Ü¸Ï¸Ö¸Ó¸È¸Ä¸Ñ¸Ý¸Ü¸Ï¸Ö¸Ó¸È¸Ä¸Ñ¸Ý¸Ü¸Ï¸Ö¸Ó¸È¸Ä¸Ñ¸Ý¸Ü¸Ï¸Ö¸Ó¸È¸Ä¸Ñ¸Ý¸Ü¸Ï¸Ö¸	[4, 925, 637, 937]
raw-text-line: åØ`Ö1|ö¸Ë¸ÄÝ¸Ü¸Ñ¸Ö¸Ó¸È¸Ï¸Ä¸Ý¸Ü¸Ñ¸Ö¸Ó¸È¸Ï¸Ä¸Ý¸Ü¸Ñ¸Ö¸Ó¸È¸Ï¸Ä¸Ý¸Ü¸Ñ¸Ö¸Ó¸È¸Ï¸Ä¸Ý¸Ü¸Ñ¸Ö¸Ó¸È¸Ï¸Ä¸Ý¸Ü¸Ñ¸Ö¸Ó¸È¸Ï¸Ä¸Ý¸Ü¸Ñ¸Ö¸Ó¸È¸Ï¸Ä¸Ý¸	[4, 717, 736, 729]
raw-text-line: j»Ñ¸Ö¸Ý¸È¸Ó¸Ä¸Ï¸Ü¸Ñ¸Ö¸Ý¸È¸Ó¸Ä¸Ï¸Ü¸Ñ¸Ö¸Ý¸È¸Ó¸Ä¸Ï¸Ü¸Ñ¸Ö¸Ý¸È¸Ó¸Ä¸Ï¸Ü¸Ñ¸Ö¸Ý¸È¸Ó¸Ä¸Ï¸Ü¸Ñ¸Ö¸Ý¸È¸Ó¸Ä¸Ï¸Ü¸Ñ¸Ö¸Ý¸È¸Ó¸Ä¸	[4, 1306, 649, 1318]
raw-text-line: 9Ç¸Ë'Ñ¸Ä¸Ö¸È¸Ý¸Ü¸Ó¸Ï¸Ñ¸Ä¸Ö¸È¸Ý¸Ü¸Ó¸Ï¸Ñ¸Ä¸Ö¸È¸Ý¸Ü¸Ó¸Ï¸Ñ¸Ä¸Ö¸È¸Ý¸Ü¸Ó¸Ï¸Ñ¸Ä¸Ö¸È¸Ý¸Ü¸Ó¸Ï¸Ñ¸Ä¸Ö¸È¸Ý¸Ü¸Ó¸Ï¸Ñ¸Ä¸Ö¸È¸Ý¸Ü¸Ó¸Ï¸Ñ¸	[4, 856, 702, 868]
raw-text-line: Gh¸È¸Ó¸Ï¸Ñ¸Ý¸Ö¸Ü¸Ä¸È¸Ó¸Ï¸Ñ¸Ý¸Ö¸Ü¸Ä¸È¸Ó¸Ï¸Ñ¸Ý¸Ö¸Ü¸Ä¸È¸Ó¸Ï¸Ñ¸Ý¸Ö¸Ü¸Ä¸È¸Ó¸Ï¸Ñ¸Ý¸Ö¸Ü¸Ä¸È¸Ó¸Ï¸Ñ¸Ý¸Ö¸Ü¸Ä¸È¸Ó¸Ï¸Ñ¸Ý¸Ö¸Ü¸	[4, 1329, 668, 1341]
raw-text-line: Ñ¸Ý¸Ä¸Ü¸Ó¸Ö¸È¸Ï¸Ñ¸Ý¸Ä¸Ü¸Ó¸Ö¸È¸Ï¸Ñ¸Ý¸Ä¸Ü¸Ó¸Ö¸È¸Ï¸Ñ¸Ý¸Ä¸Ü¸Ó¸Ö¸È¸Ï¸Ñ¸Ý¸Ä¸Ü¸Ó¸Ö¸È¸Ï¸Ñ¸Ý¸Ä¸Ü¸Ó¸Ö¸È¸Ï¸Ñ¸Ý¸Ä¸Ü¸Ó¸Ö¸È¸Ï¸Ñ¸	[4, 1075, 674, 1087]
raw-text-line: º)Ü¸Ñ¸Ä¸Ó¸Ö¸Ý¸Ï¸È¸Ü¸Ñ¸Ä¸Ó¸Ö¸Ý¸Ï¸È¸Ü¸Ñ¸Ä¸Ó¸Ö¸Ý¸Ï¸È¸Ü¸Ñ¸Ä¸Ó¸Ö¸Ý¸Ï¸È¸Ü¸Ñ¸Ä¸Ó¸Ö¸Ý¸Ï¸È¸Ü¸Ñ¸Ä¸Ó¸Ö¸Ý¸Ï¸È¸Ü¸Ñ¸Ä¸Ó¸Ö¸Ý¸Ï¸È¸	[4, 1341, 670, 1353]
